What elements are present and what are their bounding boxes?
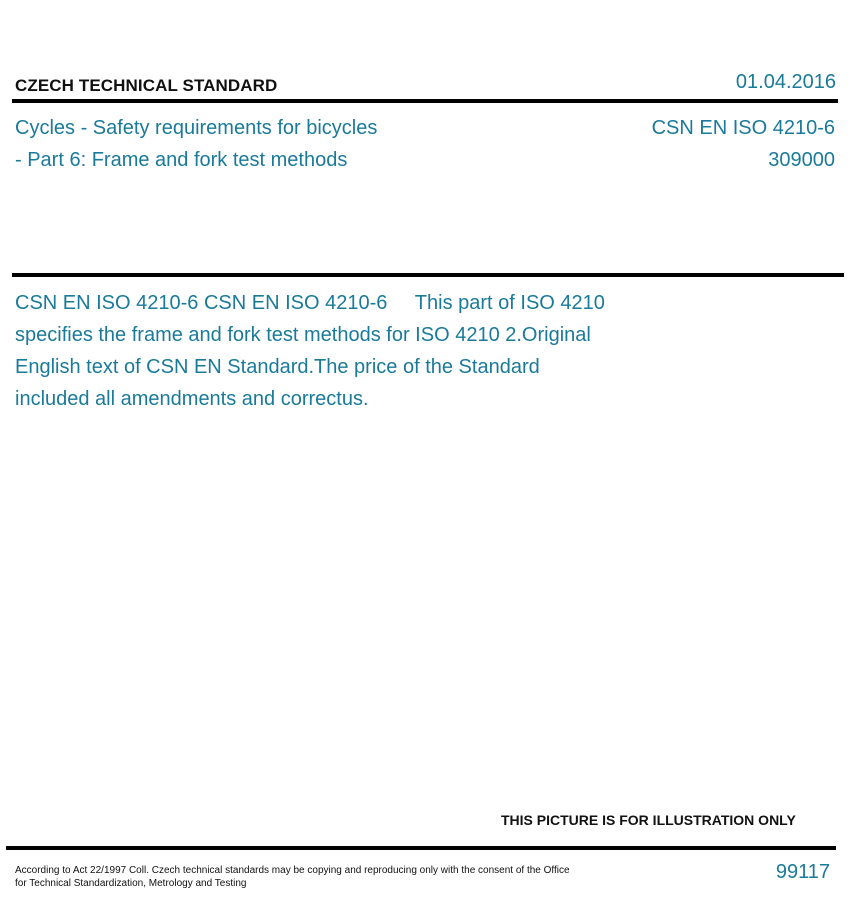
description-line: English text of CSN EN Standard.The price of the Standard — [15, 356, 540, 378]
standard-title-line-1: Cycles - Safety requirements for bicycles — [15, 117, 378, 139]
description-line: included all amendments and correctus. — [15, 388, 369, 410]
legal-line: for Technical Standardization, Metrology and Testing — [15, 878, 247, 889]
header-rule — [12, 99, 838, 103]
header-label: CZECH TECHNICAL STANDARD — [15, 76, 278, 95]
description-line: specifies the frame and fork test methods for ISO 4210 2.Original — [15, 324, 591, 346]
standard-title-line-2: - Part 6: Frame and fork test methods — [15, 149, 348, 171]
description-line: CSN EN ISO 4210-6 CSN EN ISO 4210-6 This part of ISO 4210 — [15, 292, 605, 314]
footer-rule — [6, 846, 836, 850]
legal-line: According to Act 22/1997 Coll. Czech technical standards may be copying and reproducing only with the consent of the Office — [15, 865, 570, 876]
standard-code: CSN EN ISO 4210-6 — [651, 117, 835, 139]
class-number: 309000 — [768, 149, 835, 171]
issue-date: 01.04.2016 — [735, 71, 836, 93]
section-rule — [12, 273, 844, 277]
document-number: 99117 — [775, 861, 830, 883]
description-block — [15, 287, 675, 415]
illustration-notice: THIS PICTURE IS FOR ILLUSTRATION ONLY — [501, 812, 796, 828]
legal-notice — [15, 864, 595, 890]
